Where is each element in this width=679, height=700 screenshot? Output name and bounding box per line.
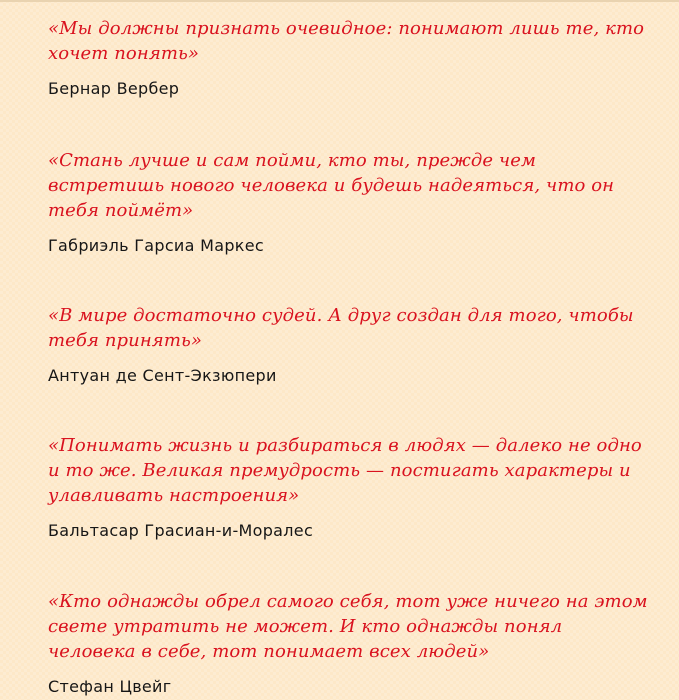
quote-text: «Понимать жизнь и разбираться в людях — далеко не одно и то же. Великая премудрость — постигать характеры и улавливать настроения» (48, 435, 642, 506)
quote-block (48, 148, 648, 257)
quote-block (48, 589, 648, 698)
quote-author: Антуан де Сент-Экзюпери (48, 366, 277, 385)
quote-author: Бальтасар Грасиан-и-Моралес (48, 521, 314, 540)
quote-author: Стефан Цвейг (48, 677, 172, 696)
quote-author: Бернар Вербер (48, 79, 180, 98)
quote-block (48, 16, 648, 100)
quote-text: «Мы должны признать очевидное: понимают лишь те, кто хочет понять» (48, 18, 645, 64)
quote-block (48, 303, 648, 387)
quote-text: «Кто однажды обрел самого себя, тот уже ничего на этом свете утратить не может. И кто однажды понял человека в себе, тот понимает всех людей» (48, 591, 648, 662)
quote-author: Габриэль Гарсиа Маркес (48, 236, 264, 255)
quote-text: «В мире достаточно судей. А друг создан для того, чтобы тебя принять» (48, 305, 634, 351)
quote-text: «Стань лучше и сам пойми, кто ты, прежде чем встретишь нового человека и будешь надеяться, что он тебя поймёт» (48, 150, 615, 221)
quote-block (48, 433, 648, 542)
